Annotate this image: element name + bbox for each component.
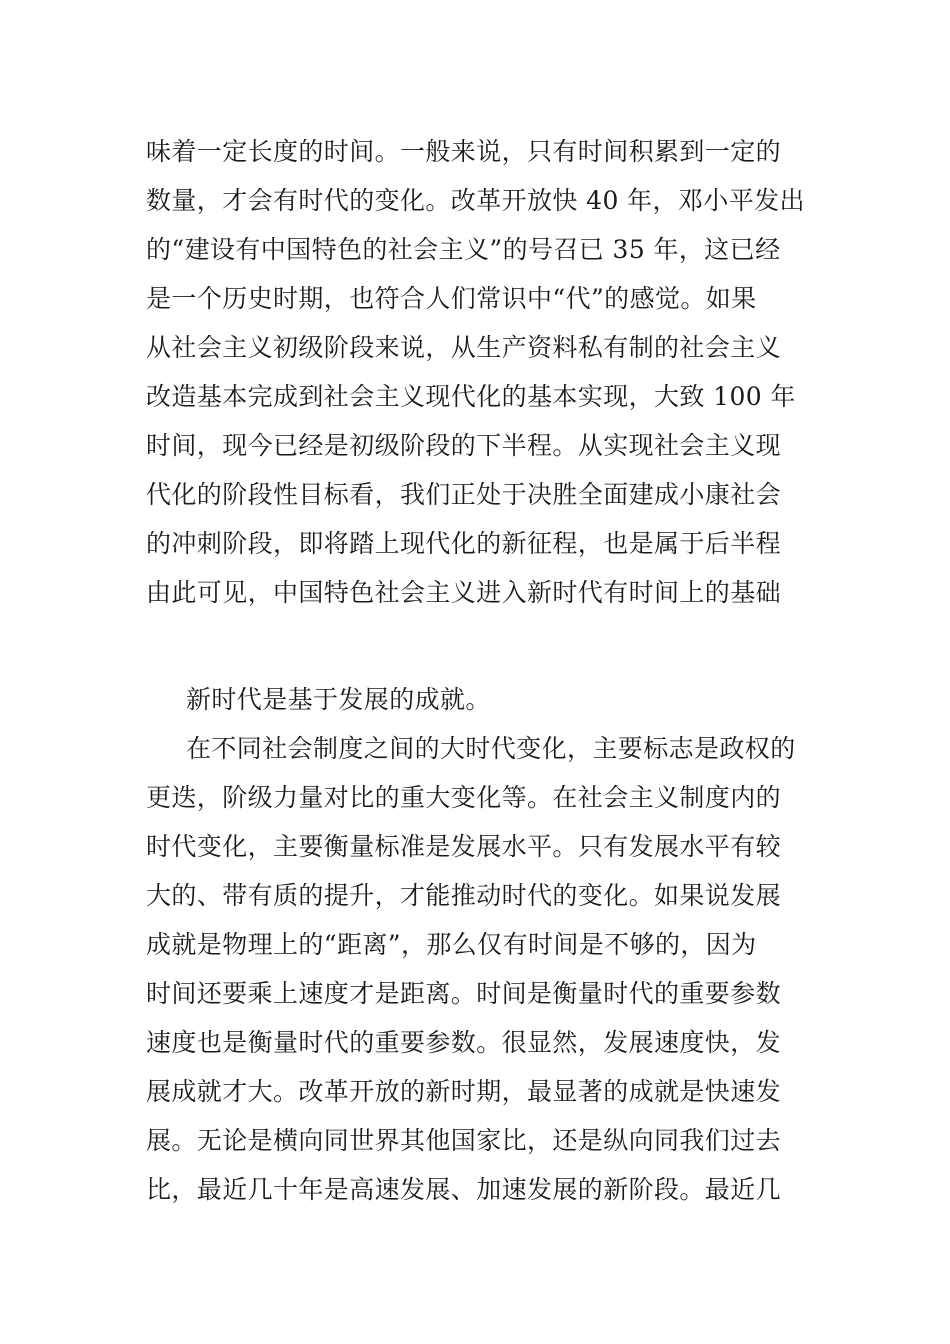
text-line: 时代变化，主要衡量标准是发展水平。只有发展水平有较 — [146, 832, 782, 861]
paragraph-time-basis — [146, 127, 810, 617]
text-line: 改造基本完成到社会主义现代化的基本实现，大致 100 年 — [146, 382, 796, 411]
text-line: 在不同社会制度之间的大时代变化，主要标志是政权的 — [186, 734, 796, 763]
text-line: 更迭，阶级力量对比的重大变化等。在社会主义制度内的 — [146, 783, 782, 812]
text-line: 成就是物理上的“距离”，那么仅有时间是不够的，因为 — [146, 930, 757, 959]
text-line: 时间，现今已经是初级阶段的下半程。从实现社会主义现 — [146, 431, 782, 460]
text-line: 代化的阶段性目标看，我们正处于决胜全面建成小康社会 — [146, 480, 782, 509]
text-line: 由此可见，中国特色社会主义进入新时代有时间上的基础 — [146, 578, 782, 607]
text-line: 是一个历史时期，也符合人们常识中“代”的感觉。如果 — [146, 284, 757, 313]
text-line: 比，最近几十年是高速发展、加速发展的新阶段。最近几 — [146, 1175, 782, 1204]
text-line: 的冲刺阶段，即将踏上现代化的新征程，也是属于后半程 — [146, 529, 782, 558]
paragraph-development-achievement — [146, 675, 810, 1214]
text-line: 味着一定长度的时间。一般来说，只有时间积累到一定的 — [146, 137, 782, 166]
text-line: 展成就才大。改革开放的新时期，最显著的成就是快速发 — [146, 1077, 782, 1106]
text-line: 展。无论是横向同世界其他国家比，还是纵向同我们过去 — [146, 1126, 782, 1155]
text-line: 时间还要乘上速度才是距离。时间是衡量时代的重要参数 — [146, 979, 782, 1008]
text-line: 数量，才会有时代的变化。改革开放快 40 年，邓小平发出 — [146, 186, 805, 215]
section-heading-line: 新时代是基于发展的成就。 — [186, 685, 491, 714]
text-line: 速度也是衡量时代的重要参数。很显然，发展速度快，发 — [146, 1028, 782, 1057]
text-line: 从社会主义初级阶段来说，从生产资料私有制的社会主义 — [146, 333, 782, 362]
text-line: 的“建设有中国特色的社会主义”的号召已 35 年，这已经 — [146, 235, 781, 264]
text-line: 大的、带有质的提升，才能推动时代的变化。如果说发展 — [146, 881, 782, 910]
